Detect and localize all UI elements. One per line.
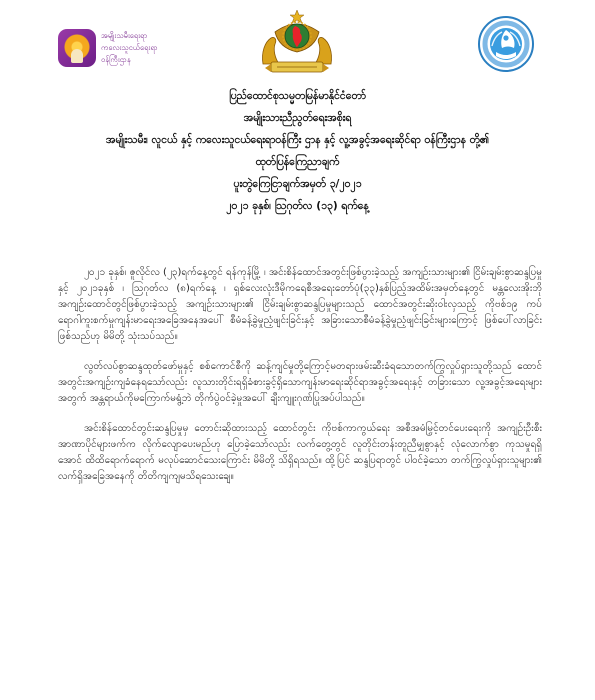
paragraph: လွတ်လပ်စွာဆန္ဒထုတ်ဖော်မှုနှင့် စစ်ကောင်စီကို ဆန့်ကျင်မှုတို့ကြောင့်မတရားဖမ်းဆီးခံရသောတက်ကြွလှုပ်ရှားသူတို့သည် ထောင်အတွင်းအကျဉ်းကျခံနေရသော်လည်း လူသားတိုင်းရရှိခံစားခွင့်ရှိသောကျန်းမာရေးဆိုင်ရာအခွင့်အရေးနှင့် တခြားသော လူ့အခွင့်အရေးများအတွက် အန္တရာယ်ကိုမကြောက်မရွံ့ဘဲ တိုက်ပွဲဝင်ခဲ့မှုအပေါ် ချီးကျူးဂုဏ်ပြုအပ်ပါသည်။ xyxy=(58,361,542,404)
statement-title: ထုတ်ပြန်ကြေညာချက် xyxy=(255,156,340,168)
government-title: အမျိုးသားညီညွတ်ရေးအစိုးရ xyxy=(243,112,352,124)
announcement-header xyxy=(40,90,555,222)
country-title: ပြည်ထောင်စုသမ္မတမြန်မာနိုင်ငံတော် xyxy=(228,90,366,102)
left-logo-line: အမျိုးသမီးရေးရာ xyxy=(101,31,148,40)
paragraph: ၂၀၂၁ ခုနှစ်၊ ဇူလိုင်လ (၂၃)ရက်နေ့တွင် ရန်ကုန်မြို့ ၊ အင်းစိန်ထောင်အတွင်းဖြစ်ပွားခဲ့သည့် အကျဉ်းသားများ၏ ငြိမ်းချမ်းစွာဆန္ဒပြမှုနှင့် ၂၀၂၁ခုနှစ် ၊ ဩဂုတ်လ (၈)ရက်နေ့ ၊ ရှစ်လေးလုံးဒီမိုကရေစီအရေးတော်ပုံ(၃၃)နှစ်ပြည့်အထိမ်းအမှတ်နေ့တွင် မန္တလေးအိုးဘိုအကျဉ်းထောင်တွင်ဖြစ်ပွားခဲ့သည့် အကျဉ်းသားများ၏ ငြိမ်းချမ်းစွာဆန္ဒပြမှုများသည် ထောင်အတွင်းဆိုးဝါးလှသည့် ကိုဗစ်၁၉ ကပ်ရောဂါကူးစက်မှုကျန်းမာရေးအခြေအနေအပေါ် စီမံခန့်ခွဲမှုညံ့ဖျင်းခြင်းနှင့် အခြားသောစီမံခန့်ခွဲမှုညံ့ဖျင်းခြင်းများကြောင့် ဖြစ်ပေါ်လာခြင်းဖြစ်သည်ဟု မိမိတို့ သုံးသပ်သည်။ xyxy=(58,267,542,342)
announcement-date: ၂၀၂၁ ခုနှစ်၊ ဩဂုတ်လ (၁၃) ရက်နေ့ xyxy=(226,200,369,212)
ministry-women-youth-children-logo xyxy=(58,22,190,74)
left-logo-line: ကလေးသူငယ်ရေးရာ xyxy=(101,43,158,52)
paragraph: အင်းစိန်ထောင်တွင်းဆန္ဒပြမှုမှ တောင်းဆိုထားသည့် ထောင်တွင်း ကိုဗစ်ကာကွယ်ရေး အစီအမံမြှင့်တင်ပေးရေးကို အကျဉ်းဦးစီးအာဏာပိုင်များဖက်က လိုက်လျောပေးမည်ဟု ပြောခဲ့သော်လည်း လက်တွေ့တွင် လူတိုင်းတန်းတူညီမျှစွာနှင့် လုံလောက်စွာ ကုသမှုရရှိအောင် ထိထိရောက်ရောက် မလုပ်ဆောင်သေးကြောင်း မိမိတို့ သိရှိရသည်။ ထို့ပြင် ဆန္ဒပြရာတွင် ပါဝင်ခဲ့သော တက်ကြွလှုပ်ရှားသူများ၏ လက်ရှိအခြေအနေကို တိတိကျကျမသိရသေးချေ။ xyxy=(58,423,542,482)
left-logo-text xyxy=(101,31,158,65)
left-logo-line: ဝန်ကြီးဌာန xyxy=(101,55,131,64)
flower-person-icon xyxy=(58,29,96,67)
announcement-number: ပူးတွဲကြေငြာချက်အမှတ် ၃/၂၀၂၁ xyxy=(233,178,362,190)
statement-body xyxy=(58,265,542,499)
ministries-title: အမျိုးသမီး၊ လူငယ် နှင့် ကလေးသူငယ်ရေးရာဝန်ကြီး ဌာန နှင့် လူ့အခွင့်အရေးဆိုင်ရာ ဝန်ကြီးဌာန တို့၏ xyxy=(105,134,490,146)
state-emblem-icon xyxy=(257,8,337,78)
ministry-human-rights-logo xyxy=(478,16,534,72)
